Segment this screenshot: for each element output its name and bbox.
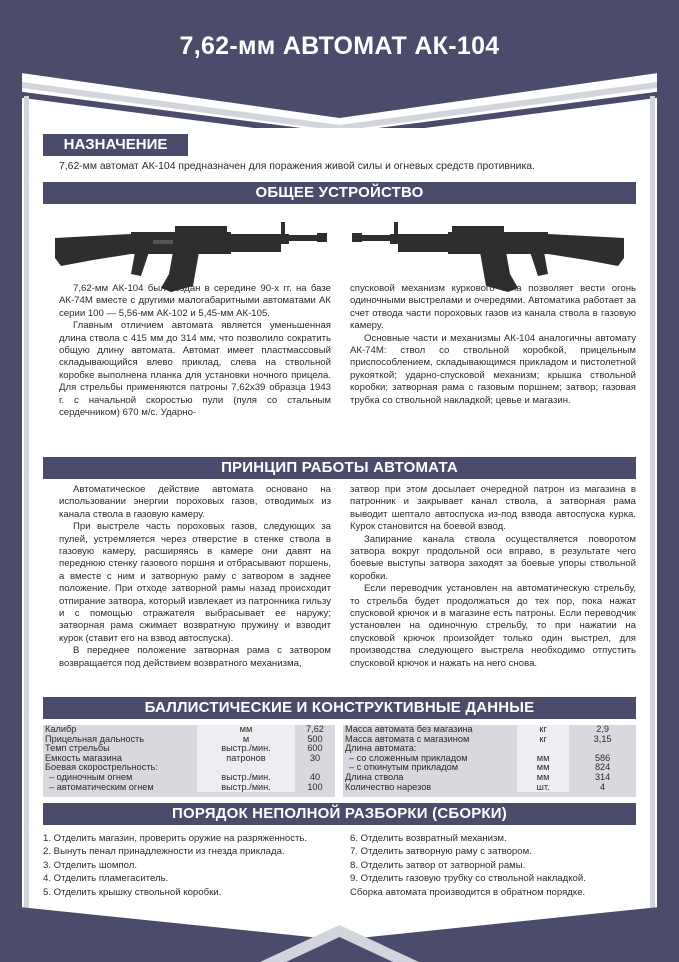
spec-unit: выстр./мин.: [197, 773, 295, 783]
spec-label: Масса автомата с магазином: [345, 733, 470, 744]
disassembly-step: 8. Отделить затвор от затворной рамы.: [350, 859, 526, 871]
disassembly-step: 7. Отделить затворную раму с затвором.: [350, 846, 532, 858]
disassembly-step: 9. Отделить газовую трубку со ствольной накладкой.: [350, 873, 586, 885]
disassembly-steps-right: [350, 832, 636, 899]
spec-value: 7,62: [306, 724, 324, 734]
spec-value: 4: [600, 781, 606, 792]
spec-row: [343, 783, 636, 793]
principle-left-para: Автоматическое действие автомата основано на использовании энергии пороховых газов, отводимых из канала ствола в газовую камеру.: [59, 484, 331, 520]
disassembly-step: 2. Вынуть пенал принадлежности из гнезда приклада.: [43, 846, 285, 858]
spec-value: 100: [307, 781, 323, 792]
spec-unit: кг: [517, 725, 569, 735]
disassembly-step: Сборка автомата производится в обратном порядке.: [350, 886, 586, 898]
principle-right-para: Запирание канала ствола осуществляется поворотом затвора вокруг продольной оси вправо, в результате чего боевые выступы затвора заходят за боевые упоры ствольной коробки.: [350, 533, 636, 582]
principle-heading: ПРИНЦИП РАБОТЫ АВТОМАТА: [43, 457, 636, 479]
spec-unit: выстр./мин.: [197, 783, 295, 793]
disassembly-steps-left: [43, 832, 339, 899]
disassembly-heading: ПОРЯДОК НЕПОЛНОЙ РАЗБОРКИ (СБОРКИ): [43, 803, 636, 825]
spec-label: – автоматическим огнем: [49, 781, 154, 792]
spec-unit: мм: [517, 773, 569, 783]
design-text-left: [59, 283, 331, 419]
spec-label: – со сложенным прикладом: [349, 752, 468, 763]
spec-unit: мм: [197, 725, 295, 735]
spec-value: 824: [594, 762, 611, 773]
poster-title: 7,62-мм АВТОМАТ АК-104: [179, 32, 500, 60]
spec-label: – одиночным огнем: [49, 771, 133, 782]
spec-unit: шт.: [517, 783, 569, 793]
spec-label: Калибр: [45, 724, 77, 734]
spec-value: 586: [594, 752, 611, 763]
disassembly-step: 6. Отделить возвратный механизм.: [350, 833, 507, 844]
spec-value: 30: [309, 752, 321, 763]
spec-value: 3,15: [593, 733, 612, 744]
principle-left-para: При выстреле часть пороховых газов, следующих за пулей, устремляется через отверстие в стенке ствола в газовую камеру, расширяясь в камере они давят на переднюю стенку газового поршня и отбрасывают поршень, а вместе с ним и затворную раму с затвором в заднее положение. При отходе затворной рамы назад происходит отпирание затвора, который извлекает из патронника гильзу и с помощью отражателя выбрасывает ее наружу; затворная рама сжимает возвратную пружину и взводит курок (ставит его на взвод автоспуска).: [59, 521, 331, 644]
design-heading: ОБЩЕЕ УСТРОЙСТВО: [43, 182, 636, 204]
spec-unit: мм: [517, 754, 569, 764]
design-text-right: [350, 283, 636, 407]
design-left-para: Главным отличием автомата является уменьшенная длина ствола с 415 мм до 314 мм, что позволило сократить общую длину автомата. Автомат имеет пластмассовый складывающийся влево приклад, слева на ствольной коробке выполнена планка для установки ночного прицела. Для стрельбы применяются патроны 7,62х39 образца 1943 г. с начальной скоростью пули (пуля со стальным сердечником) 670 м/с. Ударно-: [59, 320, 331, 419]
principle-left-para: В переднее положение затворная рама с затвором возвращается под действием возвратного механизма,: [59, 645, 331, 669]
principle-right-para: затвор при этом досылает очередной патрон из магазина в патронник и закрывает канал ствола, а затворная рама выводит шептало автоспуска из-под взвода автоспуска курка. Курок становится на боевой взвод.: [350, 484, 636, 533]
principle-text-right: [350, 484, 636, 670]
spec-label: Прицельная дальность: [45, 733, 145, 744]
purpose-heading: НАЗНАЧЕНИЕ: [43, 134, 188, 156]
spec-table-left: [43, 725, 335, 797]
design-left-para: 7,62-мм АК-104 был создан в середине 90-х гг. на базе АК-74М вместе с другими малогабаритными автоматами АК серии 100 — 5,56-мм АК-102 и 5,45-мм АК-105.: [59, 283, 331, 319]
spec-value: 500: [307, 733, 323, 744]
spec-value: 40: [309, 771, 321, 782]
spec-table-right: [343, 725, 636, 797]
spec-label: Боевая скорострельность:: [45, 762, 158, 773]
disassembly-step: 3. Отделить шомпол.: [43, 859, 138, 871]
rifle-image-left: [53, 214, 328, 292]
spec-unit: мм: [517, 763, 569, 773]
disassembly-step: 4. Отделить пламегаситель.: [43, 873, 169, 885]
disassembly-step: 5. Отделить крышку ствольной коробки.: [43, 886, 222, 898]
spec-row: [43, 783, 335, 793]
spec-label: Количество нарезов: [345, 781, 432, 792]
disassembly-step: 1. Отделить магазин, проверить оружие на разряженность.: [43, 833, 308, 844]
spec-label: Масса автомата без магазина: [345, 724, 473, 734]
spec-value: 2,9: [596, 724, 609, 734]
design-right-para: Основные части и механизмы АК-104 аналогичны автомату АК-74М: ствол со ствольной коробкой, прицельным приспособлением, складывающимся прикладом и пистолетной рукояткой; ударно-спусковой механизм; крышка ствольной коробки; затворная рама с газовым поршнем; затвор; газовая трубка со ствольной накладкой; цевье и магазин.: [350, 332, 636, 406]
spec-unit: выстр./мин.: [197, 744, 295, 754]
spec-value: 600: [307, 743, 323, 754]
spec-label: Длина автомата:: [345, 743, 417, 754]
principle-text-left: [59, 484, 331, 670]
spec-label: Емкость магазина: [45, 752, 122, 763]
principle-right-para: Если переводчик установлен на автоматическую стрельбу, то стрельба будет продолжаться до тех пор, пока нажат спусковой крючок и в магазине есть патроны. Если переводчик установлен на одиночную стрельбу, то при нажатии на спусковой крючок произойдет только один выстрел, для производства следующего выстрела необходимо отпустить спусковой крючок и нажать на него снова.: [350, 583, 636, 669]
spec-label: – с откинутым прикладом: [349, 762, 459, 773]
design-right-para: спусковой механизм куркового типа позволяет вести огонь одиночными выстрелами и очередями. Автоматика работает за счет отвода части пороховых газов из канала ствола в газовую камеру.: [350, 283, 636, 332]
spec-value: 314: [594, 771, 611, 782]
ballistics-heading: БАЛЛИСТИЧЕСКИЕ И КОНСТРУКТИВНЫЕ ДАННЫЕ: [43, 697, 636, 719]
purpose-text: 7,62-мм автомат АК-104 предназначен для поражения живой силы и огневых средств противника.: [59, 161, 535, 172]
spec-unit: кг: [517, 735, 569, 745]
spec-unit: м: [197, 735, 295, 745]
spec-label: Длина ствола: [345, 771, 404, 782]
spec-unit: патронов: [197, 754, 295, 764]
spec-label: Темп стрельбы: [45, 743, 110, 754]
rifle-image-right: [351, 214, 626, 292]
